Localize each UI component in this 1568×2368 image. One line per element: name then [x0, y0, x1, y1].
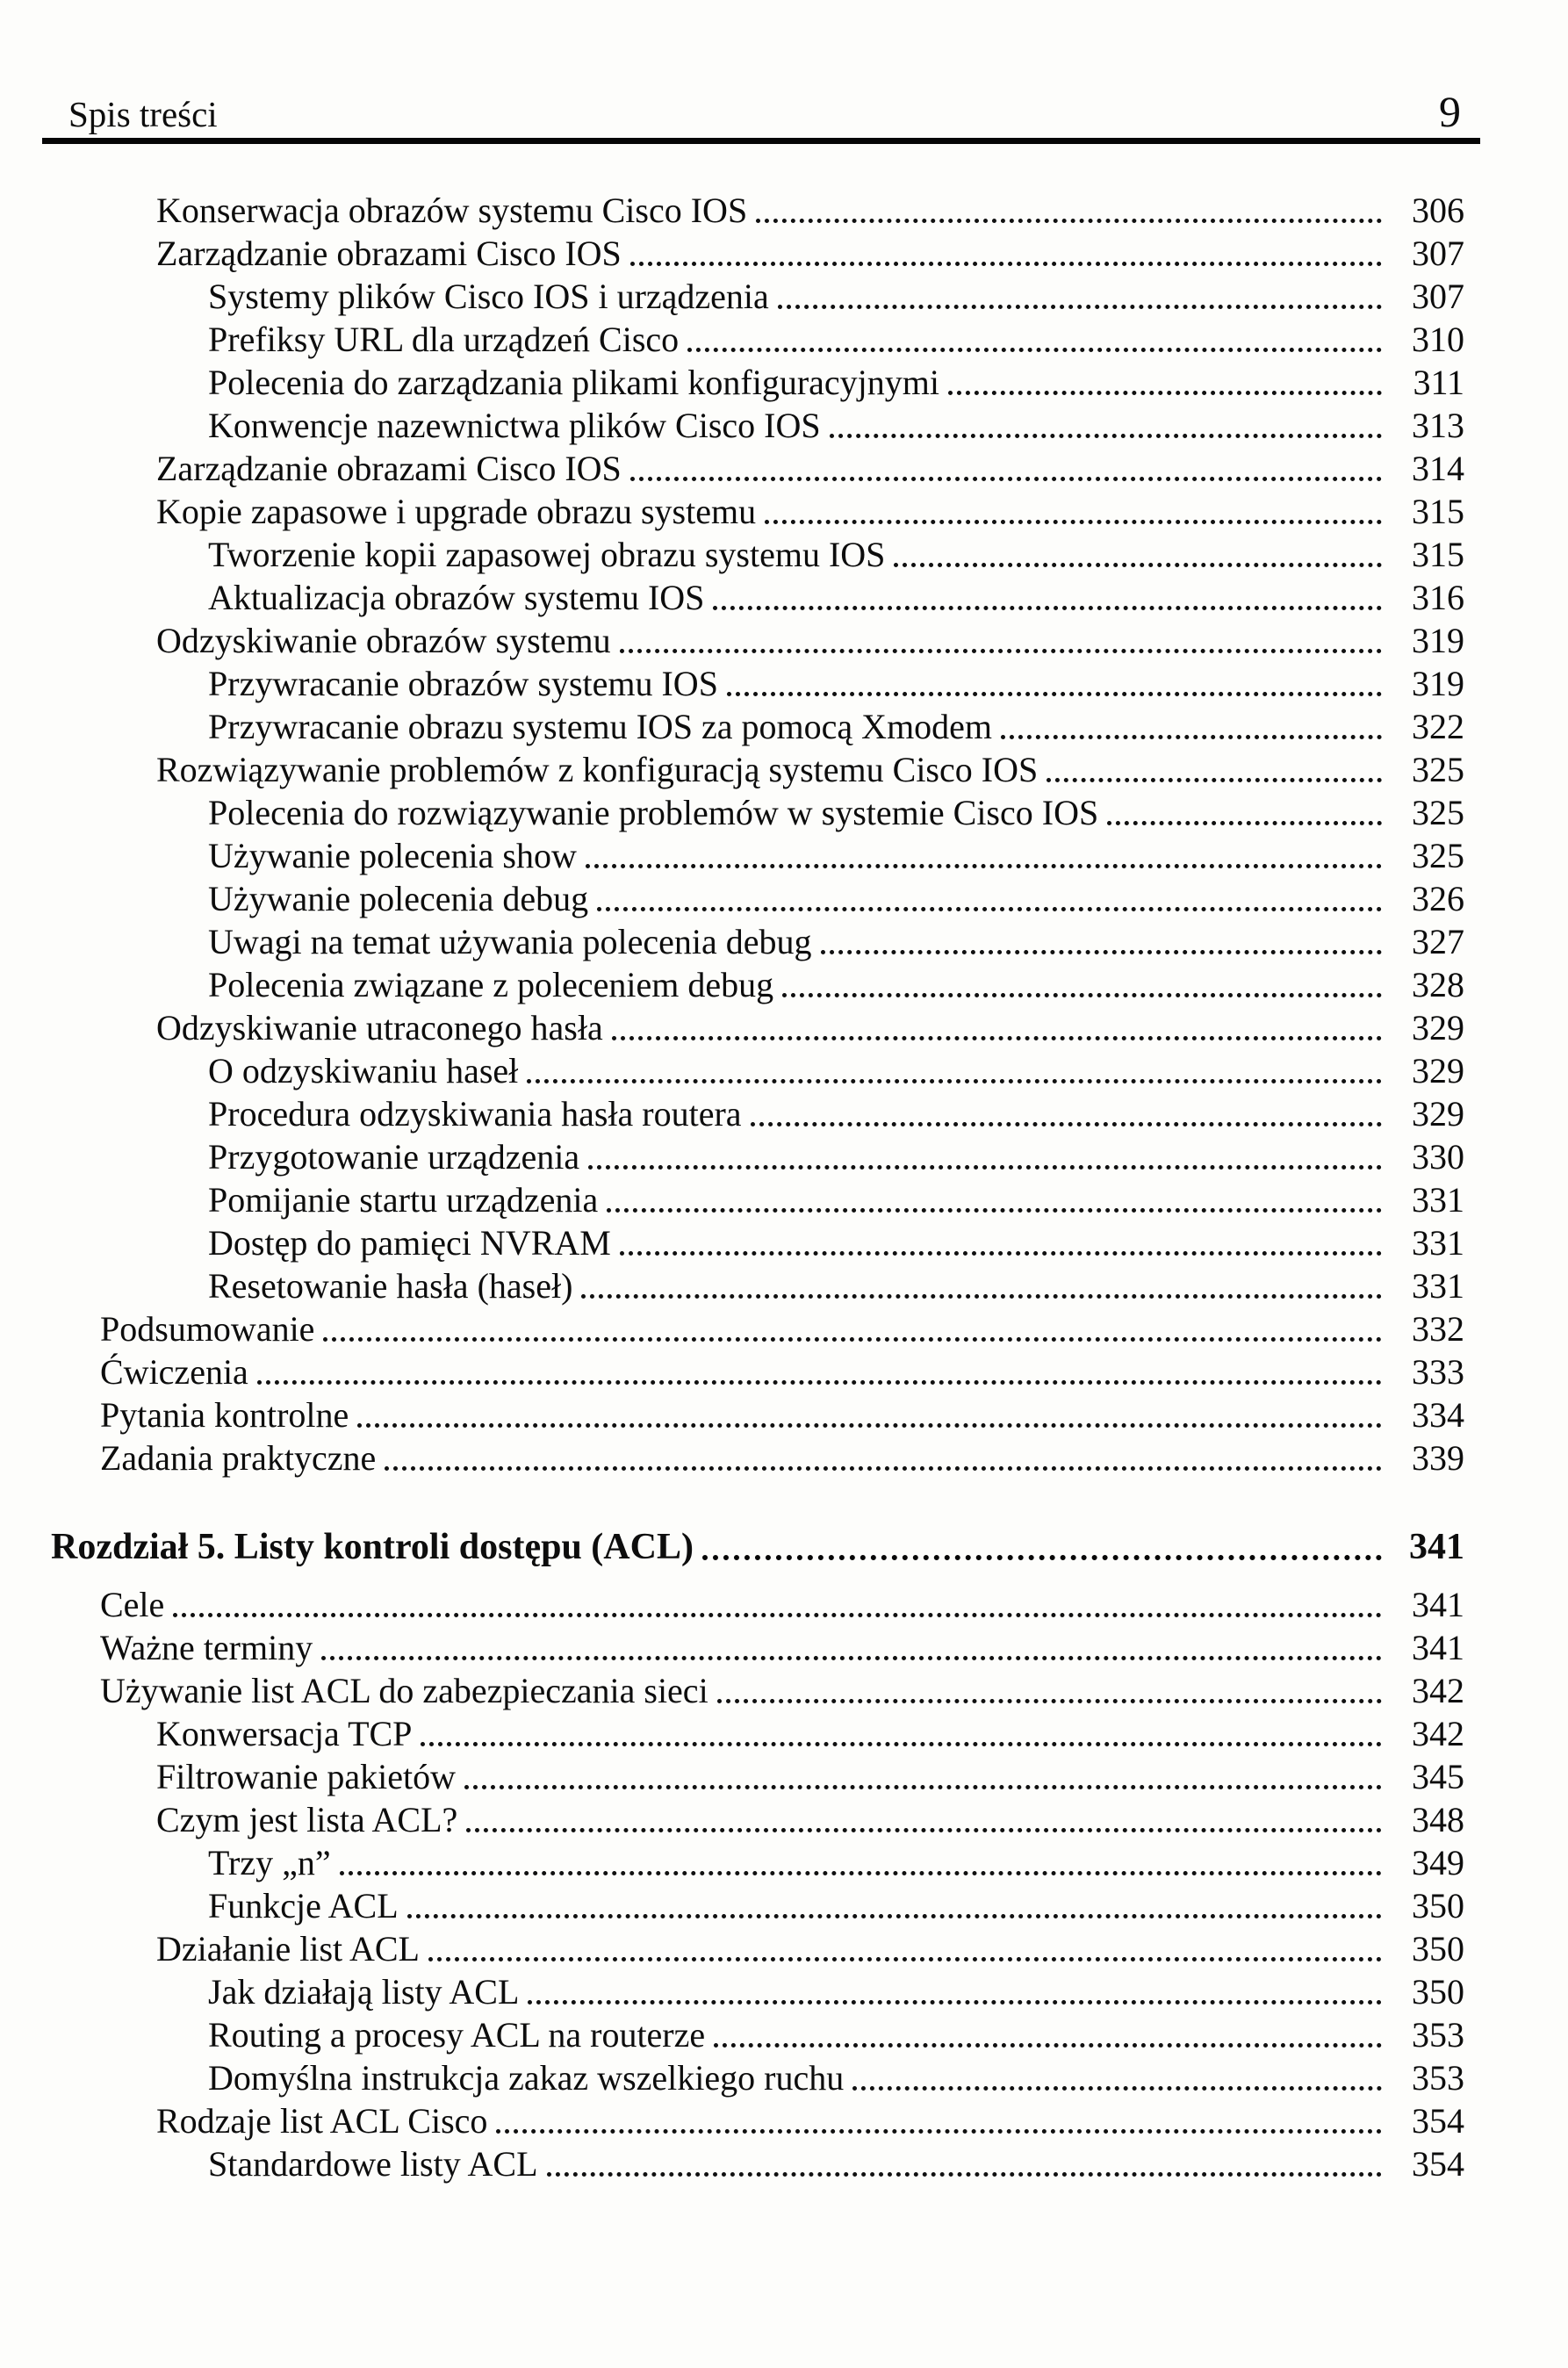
dotted-leader: [612, 1036, 1382, 1040]
toc-entry: [0, 2055, 1568, 2098]
toc-entry: [0, 790, 1568, 833]
dotted-leader: [581, 1294, 1382, 1299]
toc-entry-label: Używanie list ACL do zabezpieczania sieci: [100, 1671, 708, 1711]
toc-entry: [0, 1177, 1568, 1220]
toc-entry: [0, 962, 1568, 1005]
toc-entry-page-number: 327: [1412, 922, 1464, 962]
dotted-leader: [407, 1914, 1382, 1918]
dotted-leader: [385, 1466, 1382, 1471]
toc-entry: [0, 1711, 1568, 1754]
toc-entry-page-number: 329: [1412, 1094, 1464, 1134]
toc-entry-label: Procedura odzyskiwania hasła routera: [208, 1094, 742, 1134]
toc-entry-label: Działanie list ACL: [156, 1929, 420, 1969]
toc-entry: [0, 833, 1568, 876]
toc-entry: [0, 360, 1568, 403]
toc-entry-page-number: 316: [1412, 578, 1464, 618]
toc-entry: [0, 1797, 1568, 1840]
toc-entry: [0, 747, 1568, 790]
dotted-leader: [428, 1957, 1382, 1961]
toc-entry: [0, 446, 1568, 489]
toc-entry-label: Routing a procesy ACL na routerze: [208, 2015, 706, 2055]
toc-entry: [0, 618, 1568, 661]
toc-entry-page-number: 349: [1412, 1843, 1464, 1883]
toc-entry-label: Standardowe listy ACL: [208, 2144, 538, 2184]
dotted-leader: [464, 1785, 1382, 1789]
toc-entry: [0, 1091, 1568, 1134]
dotted-leader: [597, 907, 1382, 911]
toc-entry-label: Podsumowanie: [100, 1309, 315, 1350]
header-rule: [42, 138, 1480, 144]
toc-entry-label: Domyślna instrukcja zakaz wszelkiego ruchu: [208, 2058, 845, 2098]
toc-entry-page-number: 330: [1412, 1137, 1464, 1177]
toc-entry-page-number: 311: [1413, 363, 1464, 403]
dotted-leader: [756, 219, 1382, 223]
toc-entry-label: Zadania praktyczne: [100, 1438, 377, 1479]
toc-entry-label: Pytania kontrolne: [100, 1395, 349, 1436]
toc-entry-label: Ważne terminy: [100, 1628, 313, 1668]
dotted-leader: [527, 1079, 1382, 1083]
toc-entry-page-number: 325: [1412, 836, 1464, 876]
toc-entry-label: Konwersacja TCP: [156, 1714, 413, 1754]
toc-entry-page-number: 345: [1412, 1757, 1464, 1797]
dotted-leader: [357, 1423, 1382, 1428]
toc-entry-label: Czym jest lista ACL?: [156, 1800, 458, 1840]
toc-entry: [0, 188, 1568, 231]
toc-entry-page-number: 322: [1412, 707, 1464, 747]
toc-entry-label: Rozwiązywanie problemów z konfiguracją systemu Cisco IOS: [156, 750, 1039, 790]
dotted-leader: [830, 434, 1382, 438]
toc-entry: [0, 274, 1568, 317]
toc-entry-label: Odzyskiwanie obrazów systemu: [156, 621, 611, 661]
toc-entry-label: Używanie polecenia debug: [208, 879, 589, 919]
toc-entry: [0, 1840, 1568, 1883]
running-header: [68, 88, 1461, 136]
toc-entry-label: Konwencje nazewnictwa plików Cisco IOS: [208, 406, 821, 446]
dotted-leader: [751, 1122, 1382, 1126]
dotted-leader: [714, 2043, 1382, 2048]
toc-entry-label: Cele: [100, 1585, 165, 1625]
toc-entry-page-number: 353: [1412, 2058, 1464, 2098]
running-header-title: Spis treści: [68, 94, 218, 134]
toc-entry: [0, 1883, 1568, 1926]
toc-entry-label: O odzyskiwaniu haseł: [208, 1051, 519, 1091]
toc-entry: [0, 317, 1568, 360]
toc-entry-page-number: 319: [1412, 621, 1464, 661]
dotted-leader: [321, 1656, 1382, 1660]
toc-entry: [0, 704, 1568, 747]
dotted-leader: [713, 606, 1382, 610]
toc-entry-label: Pomijanie startu urządzenia: [208, 1180, 599, 1220]
toc-entry-label: Polecenia do zarządzania plikami konfiguracyjnymi: [208, 363, 940, 403]
toc-entry-label: Używanie polecenia show: [208, 836, 577, 876]
toc-entry-page-number: 313: [1412, 406, 1464, 446]
toc-entry-label: Przygotowanie urządzenia: [208, 1137, 580, 1177]
toc-entry-label: Odzyskiwanie utraconego hasła: [156, 1008, 603, 1048]
toc-entry-label: Rodzaje list ACL Cisco: [156, 2101, 488, 2141]
dotted-leader: [687, 348, 1382, 352]
toc-entry: [0, 1134, 1568, 1177]
toc-entry-page-number: 341: [1412, 1585, 1464, 1625]
dotted-leader: [821, 950, 1383, 954]
toc-entry: [0, 1350, 1568, 1393]
toc-entry: [0, 1754, 1568, 1797]
toc-entry: [0, 1582, 1568, 1625]
toc-entry-page-number: 315: [1412, 492, 1464, 532]
dotted-leader: [340, 1871, 1382, 1875]
dotted-leader: [466, 1828, 1382, 1832]
toc-entry-page-number: 332: [1412, 1309, 1464, 1350]
toc-entry: [0, 1048, 1568, 1091]
dotted-leader: [1107, 821, 1382, 825]
toc-entry-page-number: 329: [1412, 1008, 1464, 1048]
toc-entry-page-number: 325: [1412, 750, 1464, 790]
toc-entry-page-number: 341: [1412, 1628, 1464, 1668]
dotted-leader: [588, 1165, 1382, 1170]
toc-entry-page-number: 307: [1412, 277, 1464, 317]
toc-entry-label: Rozdział 5. Listy kontroli dostępu (ACL): [51, 1526, 694, 1567]
toc-entry-page-number: 350: [1412, 1972, 1464, 2012]
toc-entry-page-number: 328: [1412, 965, 1464, 1005]
dotted-leader: [586, 864, 1382, 868]
dotted-leader: [547, 2172, 1382, 2177]
toc-entry: [0, 1005, 1568, 1048]
dotted-leader: [630, 477, 1382, 481]
toc-entry: [0, 1625, 1568, 1668]
dotted-leader: [1001, 735, 1382, 739]
toc-entry-page-number: 325: [1412, 793, 1464, 833]
toc-entry-label: Trzy „n”: [208, 1843, 331, 1883]
toc-entry-page-number: 350: [1412, 1886, 1464, 1926]
dotted-leader: [778, 305, 1382, 309]
dotted-leader: [1047, 778, 1382, 782]
toc-entry-page-number: 339: [1412, 1438, 1464, 1479]
dotted-leader: [765, 520, 1382, 524]
toc-entry-label: Konserwacja obrazów systemu Cisco IOS: [156, 191, 748, 231]
dotted-leader: [727, 692, 1382, 696]
toc-entry: [0, 1263, 1568, 1306]
toc-entry-label: Przywracanie obrazów systemu IOS: [208, 664, 718, 704]
toc-entry-label: Polecenia związane z poleceniem debug: [208, 965, 774, 1005]
toc-entry-page-number: 341: [1409, 1526, 1464, 1567]
toc-entry-page-number: 306: [1412, 191, 1464, 231]
toc-entry-page-number: 342: [1412, 1671, 1464, 1711]
toc-entry: [0, 919, 1568, 962]
toc-entry-page-number: 326: [1412, 879, 1464, 919]
toc-entry-label: Zarządzanie obrazami Cisco IOS: [156, 449, 622, 489]
toc-entry-label: Resetowanie hasła (haseł): [208, 1266, 573, 1306]
toc-entry-page-number: 342: [1412, 1714, 1464, 1754]
toc-entry-label: Dostęp do pamięci NVRAM: [208, 1223, 611, 1263]
toc-entry-page-number: 331: [1412, 1223, 1464, 1263]
dotted-leader: [323, 1337, 1382, 1342]
toc-entry-page-number: 319: [1412, 664, 1464, 704]
dotted-leader: [528, 2000, 1382, 2005]
toc-entry-label: Przywracanie obrazu systemu IOS za pomocą Xmodem: [208, 707, 993, 747]
toc-entry-page-number: 331: [1412, 1180, 1464, 1220]
toc-entry-page-number: 315: [1412, 535, 1464, 575]
dotted-leader: [852, 2086, 1382, 2091]
toc-entry-page-number: 354: [1412, 2144, 1464, 2184]
toc-entry-page-number: 307: [1412, 234, 1464, 274]
toc-entry-page-number: 331: [1412, 1266, 1464, 1306]
toc-entry: [0, 403, 1568, 446]
toc-entry: [0, 1436, 1568, 1479]
toc-entry-page-number: 353: [1412, 2015, 1464, 2055]
toc-entry: [0, 2012, 1568, 2055]
running-header-page-number: 9: [1439, 87, 1461, 136]
toc-entry: [0, 1220, 1568, 1263]
toc-entry-page-number: 333: [1412, 1352, 1464, 1393]
toc-entry: [0, 2141, 1568, 2184]
toc-entry-page-number: 348: [1412, 1800, 1464, 1840]
toc-entry-label: Filtrowanie pakietów: [156, 1757, 457, 1797]
toc-entry-label: Jak działają listy ACL: [208, 1972, 520, 2012]
dotted-leader: [948, 391, 1382, 395]
toc-entry-label: Prefiksy URL dla urządzeń Cisco: [208, 320, 680, 360]
dotted-leader: [702, 1555, 1382, 1560]
toc-entry: [0, 575, 1568, 618]
dotted-leader: [620, 649, 1382, 653]
toc-entry-label: Ćwiczenia: [100, 1352, 248, 1393]
toc-entry-page-number: 334: [1412, 1395, 1464, 1436]
toc-entry: [0, 661, 1568, 704]
dotted-leader: [782, 993, 1382, 997]
toc-entry: [0, 489, 1568, 532]
toc-entry-page-number: 350: [1412, 1929, 1464, 1969]
toc-entry-page-number: 314: [1412, 449, 1464, 489]
toc-entry: [0, 231, 1568, 274]
toc-entry: [0, 2098, 1568, 2141]
dotted-leader: [620, 1251, 1382, 1256]
toc-entry: [0, 1393, 1568, 1436]
toc-list: [0, 188, 1568, 2184]
dotted-leader: [630, 262, 1382, 266]
dotted-leader: [421, 1742, 1382, 1746]
toc-entry: [0, 1926, 1568, 1969]
toc-entry: [0, 532, 1568, 575]
toc-entry-page-number: 329: [1412, 1051, 1464, 1091]
toc-entry-label: Systemy plików Cisco IOS i urządzenia: [208, 277, 769, 317]
toc-entry-label: Uwagi na temat używania polecenia debug: [208, 922, 812, 962]
toc-entry: [0, 1969, 1568, 2012]
toc-entry: [0, 1306, 1568, 1350]
dotted-leader: [607, 1208, 1382, 1213]
toc-entry-label: Polecenia do rozwiązywanie problemów w systemie Cisco IOS: [208, 793, 1099, 833]
toc-entry: [0, 1668, 1568, 1711]
toc-entry: [0, 876, 1568, 919]
dotted-leader: [496, 2129, 1382, 2134]
dotted-leader: [894, 563, 1382, 567]
toc-entry-label: Kopie zapasowe i upgrade obrazu systemu: [156, 492, 757, 532]
toc-entry-label: Tworzenie kopii zapasowej obrazu systemu IOS: [208, 535, 886, 575]
toc-entry-page-number: 310: [1412, 320, 1464, 360]
toc-entry-label: Aktualizacja obrazów systemu IOS: [208, 578, 705, 618]
toc-entry-page-number: 354: [1412, 2101, 1464, 2141]
dotted-leader: [717, 1699, 1382, 1703]
toc-chapter-entry: [0, 1519, 1568, 1568]
dotted-leader: [173, 1613, 1382, 1617]
toc-entry-label: Funkcje ACL: [208, 1886, 399, 1926]
dotted-leader: [257, 1380, 1382, 1385]
toc-entry-label: Zarządzanie obrazami Cisco IOS: [156, 234, 622, 274]
